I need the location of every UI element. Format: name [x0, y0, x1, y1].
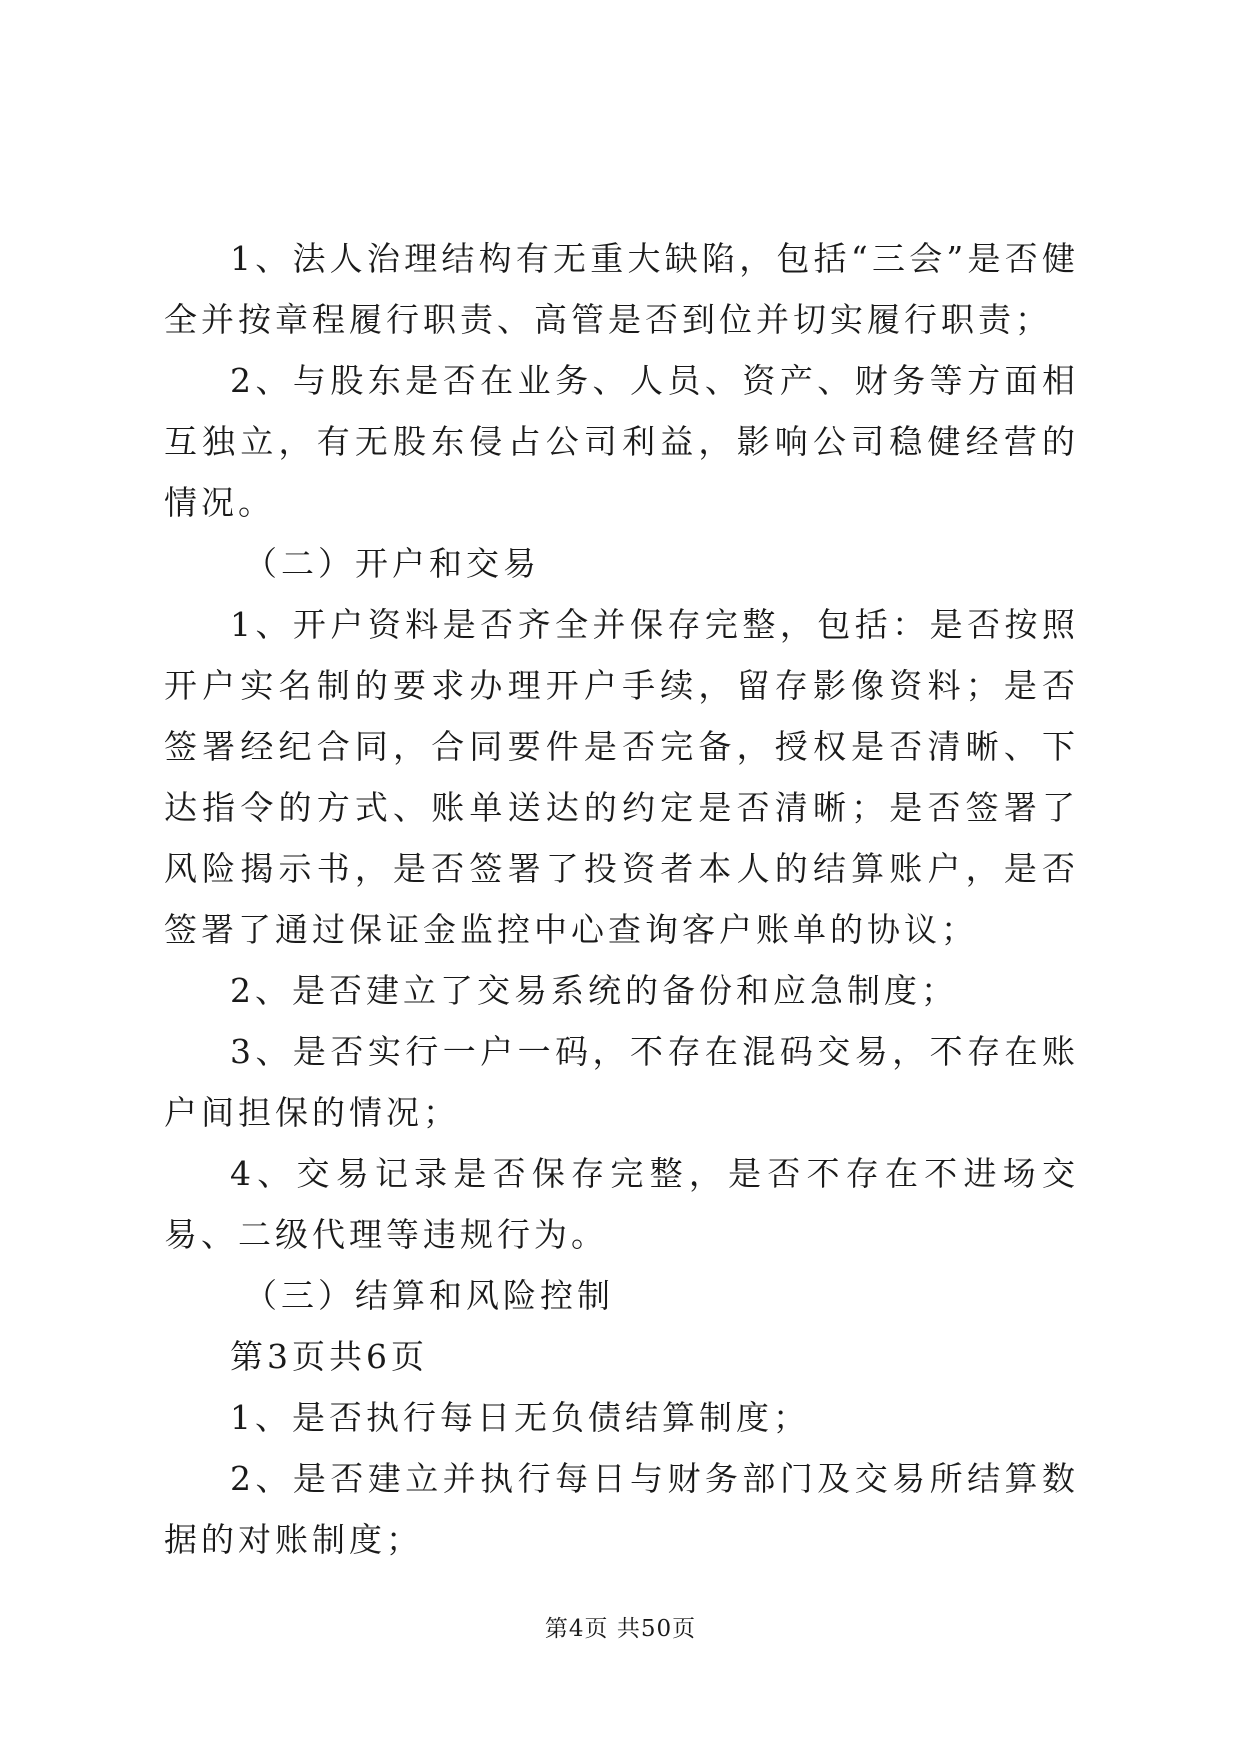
paragraph-trading-3: 3、是否实行一户一码，不存在混码交易，不存在账户间担保的情况；: [164, 1032, 1079, 1132]
paragraph-settlement-2: 2、是否建立并执行每日与财务部门及交易所结算数据的对账制度；: [164, 1459, 1079, 1559]
paragraph-governance-2: 2、与股东是否在业务、人员、资产、财务等方面相互独立，有无股东侵占公司利益，影响公司稳健经营的情况。: [164, 361, 1079, 522]
paragraph-governance-1: 1、法人治理结构有无重大缺陷，包括“三会”是否健全并按章程履行职责、高管是否到位并切实履行职责；: [164, 239, 1079, 339]
section-heading-account-trading: （二）开户和交易: [244, 544, 540, 583]
document-body: [164, 228, 1079, 1570]
section-heading-settlement-risk: （三）结算和风险控制: [244, 1276, 614, 1315]
paragraph-trading-4: 4、交易记录是否保存完整，是否不存在不进场交易、二级代理等违规行为。: [164, 1154, 1079, 1254]
inline-page-marker: 第3页共6页: [230, 1337, 428, 1376]
paragraph-trading-1: 1、开户资料是否齐全并保存完整，包括：是否按照开户实名制的要求办理开户手续，留存影像资料；是否签署经纪合同，合同要件是否完备，授权是否清晰、下达指令的方式、账单送达的约定是否清晰；是否签署了风险揭示书，是否签署了投资者本人的结算账户，是否签署了通过保证金监控中心查询客户账单的协议；: [164, 605, 1079, 949]
paragraph-trading-2: 2、是否建立了交易系统的备份和应急制度；: [230, 971, 958, 1010]
paragraph-settlement-1: 1、是否执行每日无负债结算制度；: [230, 1398, 810, 1437]
page-footer: 第4页 共50页: [544, 1616, 697, 1642]
